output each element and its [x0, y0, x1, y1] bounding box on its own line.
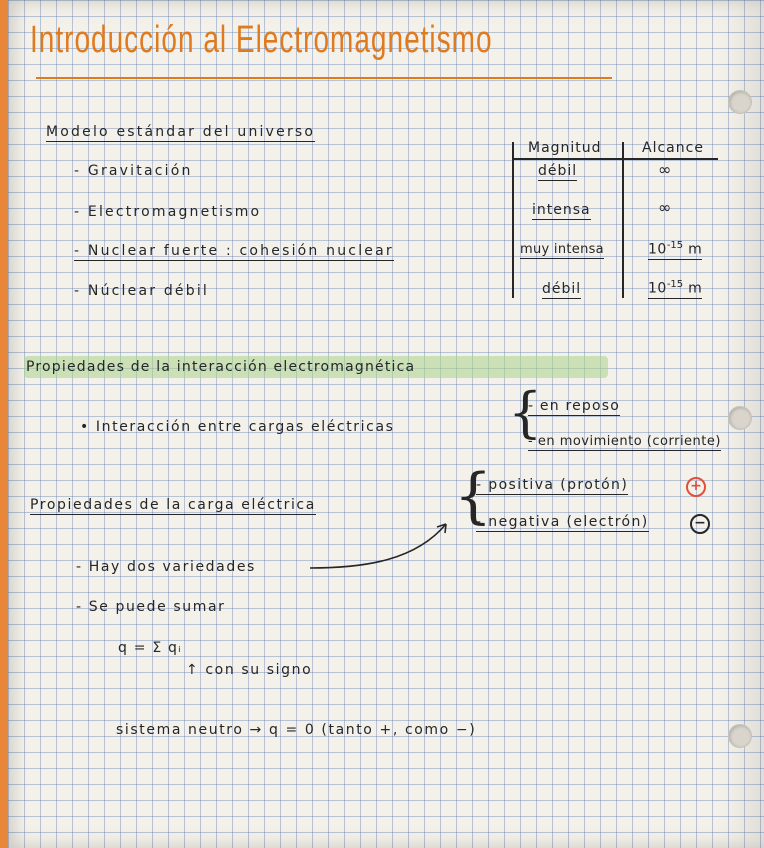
interaccion-bullet: • Interacción entre cargas eléctricas: [80, 419, 395, 435]
brace: {: [508, 381, 543, 444]
formula: q = Σ qᵢ: [118, 640, 182, 656]
interaccion-heading: Propiedades de la interacción electromagnética: [26, 359, 416, 375]
binder-hole: [728, 406, 752, 430]
binder-hole: [728, 724, 752, 748]
range-base: 10: [648, 280, 667, 297]
notebook-page: [8, 0, 764, 848]
interaccion-option: - en movimiento (corriente): [528, 434, 721, 449]
minus-sign-icon: −: [690, 514, 710, 534]
page-title: Introducción al Electromagnetismo: [30, 18, 493, 60]
binder-hole: [728, 90, 752, 114]
table-cell-range: [648, 240, 702, 260]
range-exponent: -15: [666, 279, 684, 290]
modelo-item: - Nuclear fuerte : cohesión nuclear: [74, 243, 394, 259]
table-divider: [622, 142, 624, 298]
neutral-system-note: sistema neutro → q = 0 (tanto +, como −): [116, 722, 477, 738]
carga-heading: Propiedades de la carga eléctrica: [30, 497, 316, 513]
table-header: Alcance: [642, 140, 704, 156]
carga-point: - Hay dos variedades: [76, 559, 256, 575]
range-base: 10: [648, 241, 667, 258]
title-underline: [36, 77, 612, 79]
table-cell: ∞: [658, 198, 674, 217]
table-header: Magnitud: [528, 140, 602, 156]
plus-sign-icon: +: [686, 477, 706, 497]
table-left-border: [512, 142, 514, 298]
table-cell: intensa: [532, 202, 591, 218]
table-cell: débil: [538, 163, 578, 179]
table-header-rule: [512, 158, 718, 160]
range-exponent: -15: [666, 240, 684, 251]
modelo-item: - Núclear débil: [74, 283, 209, 299]
table-cell: débil: [542, 281, 582, 297]
range-unit: m: [688, 280, 703, 297]
carga-option: - positiva (protón): [476, 477, 629, 493]
modelo-heading: Modelo estándar del universo: [46, 124, 316, 140]
interaccion-option: - en reposo: [528, 398, 621, 414]
arrow-icon: [306, 514, 474, 576]
range-unit: m: [688, 241, 703, 258]
modelo-item: - Gravitación: [74, 163, 193, 179]
table-cell: muy intensa: [520, 242, 604, 257]
carga-point: - Se puede sumar: [76, 599, 226, 615]
table-cell-range: [648, 279, 702, 299]
formula-note: ↑ con su signo: [186, 662, 313, 678]
modelo-item: - Electromagnetismo: [74, 204, 262, 220]
table-cell: ∞: [658, 160, 674, 179]
carga-option: - negativa (electrón): [476, 514, 649, 530]
brace: {: [454, 461, 493, 531]
